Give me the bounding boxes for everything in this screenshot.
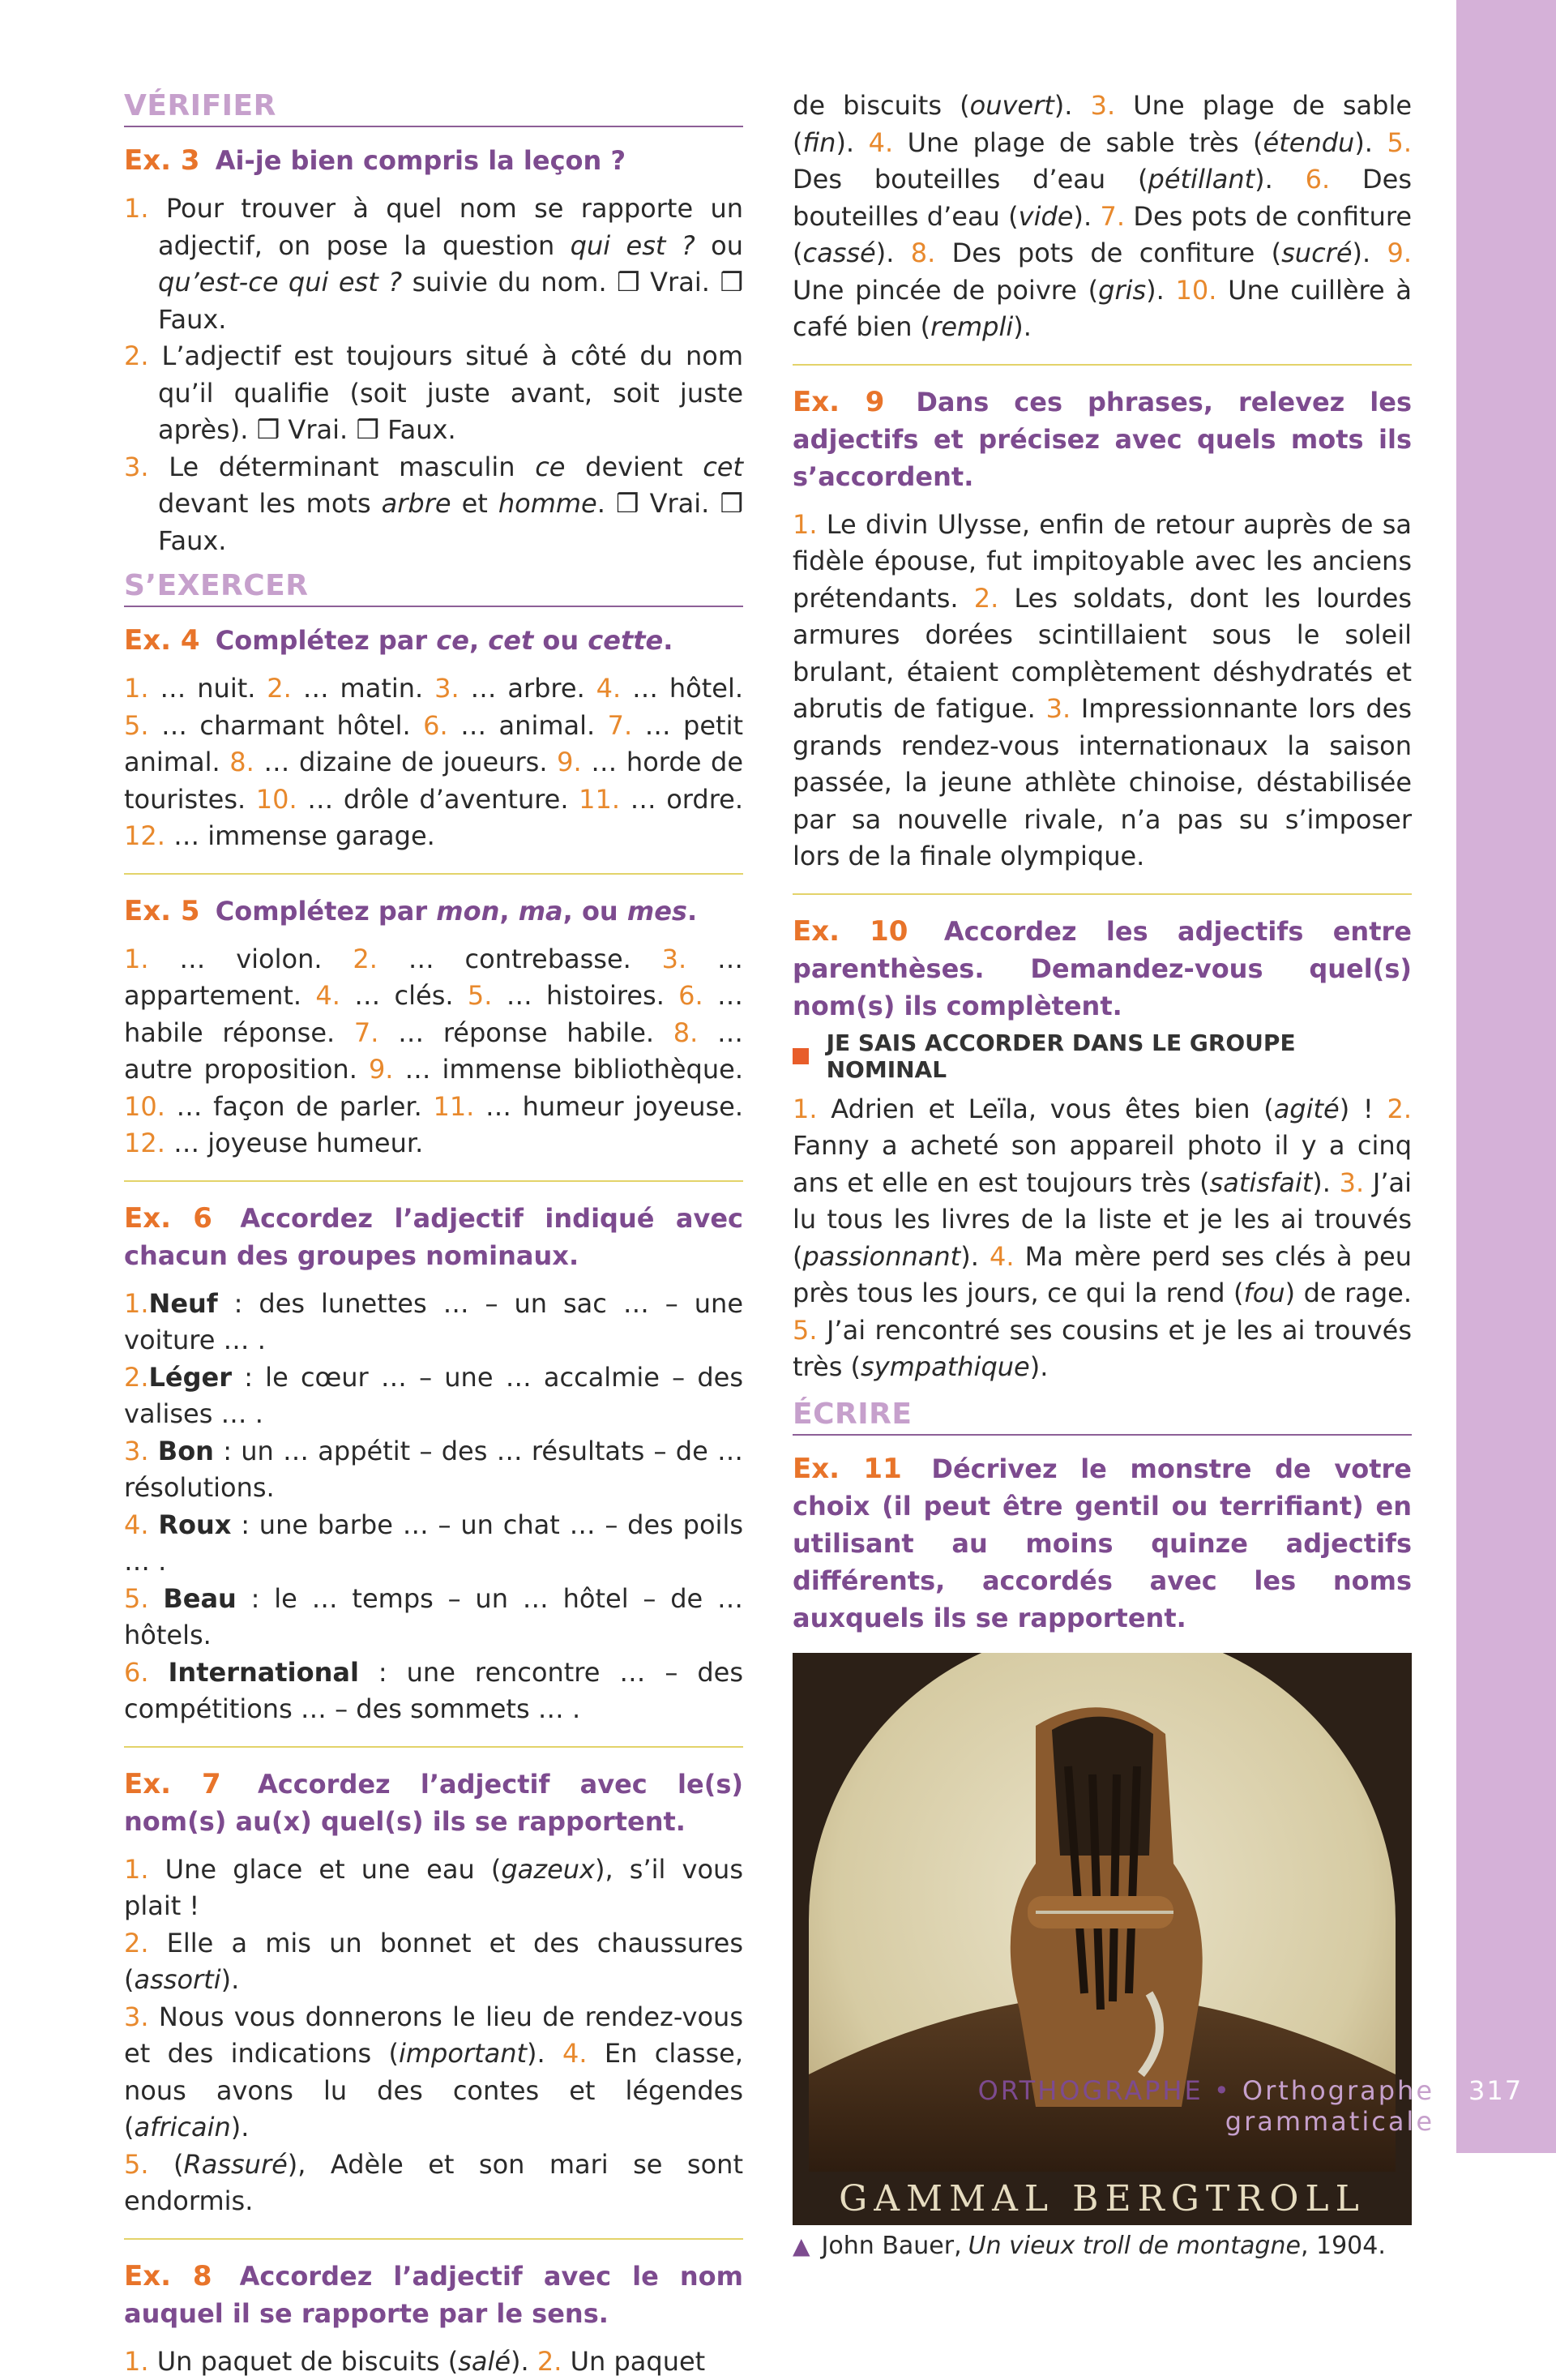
item-number: 3. xyxy=(124,1436,149,1466)
item-keyword: Neuf xyxy=(149,1288,218,1319)
ex4-heading xyxy=(124,622,743,659)
item-text: ). xyxy=(1312,1167,1339,1198)
item-number: 2. xyxy=(537,2346,562,2377)
item-text: ). xyxy=(221,1964,240,1995)
ex8-body-start xyxy=(124,2344,743,2380)
item-number: 8. xyxy=(673,1017,699,1048)
item-text: : un … appétit – des … résultats – de … résolutions. xyxy=(124,1436,743,1504)
footer-subsection: Orthographe grammaticale xyxy=(1225,2075,1434,2137)
item-text: … ordre. xyxy=(620,784,743,815)
item-number: 1. xyxy=(124,1854,149,1885)
item-text: … autre proposition. xyxy=(124,1017,743,1085)
item-number: 7. xyxy=(354,1017,379,1048)
item-italic: sucré xyxy=(1281,238,1352,268)
ex5-body xyxy=(124,941,743,1162)
separator xyxy=(793,893,1412,895)
item-text: ) de rage. xyxy=(1285,1278,1412,1308)
item-italic: passionnant xyxy=(802,1241,960,1272)
ex6-item-6 xyxy=(124,1654,743,1728)
ex4-title-italic: cet xyxy=(488,625,533,656)
item-text: Nous vous donnerons le lieu de rendez-vous et des indications ( xyxy=(124,2001,743,2070)
ex4-title-part: , xyxy=(469,625,488,656)
separator xyxy=(124,2238,743,2240)
ex7-number: Ex. 7 xyxy=(124,1768,221,1800)
item-text: suivie du nom. ❒ Vrai. ❒ Faux. xyxy=(158,267,743,335)
item-text: ). xyxy=(1255,164,1306,195)
item-text: ). xyxy=(231,2112,250,2142)
item-text: ou xyxy=(695,230,743,261)
item-text: … réponse habile. xyxy=(378,1017,673,1048)
ex8-number: Ex. 8 xyxy=(124,2260,212,2292)
item-keyword: International xyxy=(169,1657,359,1688)
item-number: 3. xyxy=(434,673,460,704)
item-text: ). xyxy=(1054,90,1091,121)
item-number: 10. xyxy=(1176,275,1217,306)
item-number: 5. xyxy=(124,710,149,741)
item-keyword: Roux xyxy=(158,1509,231,1540)
item-text: … animal. xyxy=(448,710,608,741)
item-italic: sympathique xyxy=(861,1351,1030,1382)
item-number: 3. xyxy=(1091,90,1116,121)
ex10-body xyxy=(793,1091,1412,1386)
item-number: 3. xyxy=(124,2001,149,2032)
item-italic: qui est ? xyxy=(571,230,695,261)
ex3-title: Ai-je bien compris la leçon ? xyxy=(216,145,626,176)
ex3-heading xyxy=(124,142,743,179)
ex6-item-2 xyxy=(124,1359,743,1433)
ex3-number: Ex. 3 xyxy=(124,144,200,177)
item-text: L’adjectif est toujours situé à côté du nom qu’il qualifie (soit juste avant, soit juste après). ❒ Vrai. ❒ Faux. xyxy=(158,340,743,445)
ex7-heading xyxy=(124,1766,743,1840)
item-text: Fanny a acheté son appareil photo il y a cinq ans et elle en est toujours très ( xyxy=(793,1130,1412,1198)
item-text: Un paquet xyxy=(562,2346,705,2377)
item-text: … appartement. xyxy=(124,944,743,1012)
figure-caption xyxy=(793,2232,1412,2260)
separator xyxy=(124,873,743,875)
left-column xyxy=(124,89,743,2380)
item-italic: gris xyxy=(1098,275,1146,306)
triangle-up-icon: ▲ xyxy=(793,2232,810,2259)
item-text: ). xyxy=(527,2038,562,2069)
item-text: Ma mère perd ses clés à peu près tous les jours, ce qui la rend ( xyxy=(793,1241,1412,1309)
item-number: 8. xyxy=(229,747,254,777)
item-number: 4. xyxy=(315,980,340,1011)
item-number: 7. xyxy=(608,710,633,741)
ex4-title-part: Complétez par xyxy=(216,625,437,656)
item-text: ). xyxy=(1013,311,1032,342)
item-text: Des pots de confiture ( xyxy=(935,238,1281,268)
item-text: ). xyxy=(876,238,911,268)
item-text: de biscuits ( xyxy=(793,90,970,121)
item-text: ). xyxy=(1030,1351,1049,1382)
item-text: ). xyxy=(1146,275,1175,306)
item-text: ). xyxy=(836,127,868,158)
item-text: … nuit. xyxy=(149,673,267,704)
item-text: Une glace et une eau ( xyxy=(149,1854,502,1885)
item-italic: satisfait xyxy=(1210,1167,1313,1198)
item-italic: gazeux xyxy=(501,1854,595,1885)
item-text: ). xyxy=(1353,238,1387,268)
caption-title: Un vieux troll de montagne xyxy=(968,2232,1301,2260)
item-italic: assorti xyxy=(134,1964,220,1995)
footer-bullet: • xyxy=(1203,2075,1242,2106)
separator xyxy=(124,1746,743,1748)
page-number: 317 xyxy=(1468,2075,1523,2106)
item-number: 6. xyxy=(423,710,448,741)
item-text: … joyeuse humeur. xyxy=(165,1128,423,1158)
item-text: … contrebasse. xyxy=(378,944,662,974)
item-italic: arbre xyxy=(382,488,451,519)
item-number: 9. xyxy=(557,747,582,777)
item-number: 5. xyxy=(793,1315,818,1346)
item-number: 10. xyxy=(256,784,297,815)
ex10-title: Accordez les adjectifs entre parenthèses. Demandez-vous quel(s) nom(s) ils complètent. xyxy=(793,916,1412,1021)
item-number: 1. xyxy=(124,673,149,704)
ex6-item-3 xyxy=(124,1433,743,1507)
item-text: : le cœur … – une … accalmie – des valises … . xyxy=(124,1362,743,1430)
ex5-title-part: . xyxy=(687,896,697,927)
item-text: … charmant hôtel. xyxy=(149,710,424,741)
ex3-item-1 xyxy=(124,190,743,338)
item-text: … petit animal. xyxy=(124,710,743,778)
item-number: 5. xyxy=(1387,127,1413,158)
item-text: Une plage de sable très ( xyxy=(893,127,1263,158)
item-number: 4. xyxy=(990,1241,1015,1272)
item-number: 6. xyxy=(678,980,703,1011)
ex5-number: Ex. 5 xyxy=(124,895,200,927)
item-text: … hôtel. xyxy=(621,673,743,704)
item-number: 6. xyxy=(124,1657,149,1688)
ex5-title-italic: ma xyxy=(519,896,563,927)
ex8-title: Accordez l’adjectif avec le nom auquel il se rapporte par le sens. xyxy=(124,2261,743,2329)
item-number: 8. xyxy=(911,238,936,268)
item-italic: salé xyxy=(458,2346,511,2377)
caption-year: , 1904. xyxy=(1301,2232,1386,2260)
item-number: 4. xyxy=(869,127,894,158)
square-bullet-icon xyxy=(793,1048,809,1064)
item-number: 5. xyxy=(124,2149,149,2180)
item-number: 4. xyxy=(124,1509,149,1540)
item-keyword: Beau xyxy=(163,1583,236,1614)
item-number: 3. xyxy=(1340,1167,1365,1198)
ex7-body xyxy=(124,1851,743,2220)
ex5-title-part: Complétez par xyxy=(216,896,437,927)
ex8-body-cont xyxy=(793,88,1412,346)
item-text: et xyxy=(451,488,498,519)
item-text: Pour trouver à quel nom se rapporte un adjectif, on pose la question xyxy=(158,193,743,261)
item-text: Une plage de sable ( xyxy=(793,90,1412,158)
item-text: … histoires. xyxy=(492,980,678,1011)
item-number: 5. xyxy=(468,980,493,1011)
item-text: Une pincée de poivre ( xyxy=(793,275,1098,306)
item-text: … drôle d’aventure. xyxy=(297,784,579,815)
item-text: ). xyxy=(960,1241,990,1272)
item-number: 12. xyxy=(124,1128,165,1158)
item-number: 1. xyxy=(124,1288,149,1319)
item-number: 9. xyxy=(1387,238,1413,268)
item-text: … matin. xyxy=(292,673,434,704)
ex6-heading xyxy=(124,1200,743,1274)
ex3-item-3 xyxy=(124,449,743,560)
ex11-heading xyxy=(793,1450,1412,1637)
item-text: ). xyxy=(1354,127,1387,158)
ex10-number: Ex. 10 xyxy=(793,915,908,948)
section-verifier: VÉRIFIER xyxy=(124,89,743,127)
ex9-body xyxy=(793,507,1412,875)
ex4-body xyxy=(124,670,743,855)
item-number: 5. xyxy=(124,1583,149,1614)
ex9-title: Dans ces phrases, relevez les adjectifs et précisez avec quels mots ils s’accordent. xyxy=(793,387,1412,492)
item-text: . ❒ Vrai. ❒ Faux. xyxy=(158,488,743,556)
item-text: Elle a mis un bonnet et des chaussures ( xyxy=(124,1928,743,1996)
ex11-title: Décrivez le monstre de votre choix (il peut être gentil ou terrifiant) en utilisant au moins quinze adjectifs différents, accordés avec les noms auxquels ils se rapportent. xyxy=(793,1453,1412,1633)
ex5-title-italic: mon xyxy=(436,896,499,927)
item-italic: important xyxy=(399,2038,527,2069)
item-italic: Rassuré xyxy=(183,2149,287,2180)
item-italic: vide xyxy=(1019,201,1074,232)
right-column xyxy=(793,88,1412,2260)
item-number: 1. xyxy=(124,944,149,974)
ex6-list xyxy=(124,1286,743,1728)
item-text: J’ai lu tous les livres de la liste et je les ai trouvés ( xyxy=(793,1167,1412,1272)
item-number: 2. xyxy=(353,944,378,974)
footer-section: ORTHOGRAPHE xyxy=(978,2075,1203,2106)
item-text: Des pots de confiture ( xyxy=(793,201,1412,269)
ex6-title: Accordez l’adjectif indiqué avec chacun des groupes nominaux. xyxy=(124,1203,743,1271)
item-text: devant les mots xyxy=(158,488,382,519)
item-text: ). xyxy=(1073,201,1100,232)
item-number: 4. xyxy=(596,673,622,704)
item-italic: homme xyxy=(498,488,597,519)
ex7-title: Accordez l’adjectif avec le(s) nom(s) au(x) quel(s) ils se rapportent. xyxy=(124,1769,743,1837)
item-number: 2. xyxy=(1387,1094,1412,1124)
ex3-list xyxy=(124,190,743,559)
item-italic: pétillant xyxy=(1148,164,1255,195)
item-italic: fou xyxy=(1244,1278,1285,1308)
separator xyxy=(793,364,1412,366)
item-number: 4. xyxy=(562,2038,588,2069)
item-number: 2. xyxy=(124,1362,149,1393)
ex4-title-italic: cette xyxy=(588,625,663,656)
item-text: ), s’il vous plait ! xyxy=(124,1854,743,1922)
item-text: … dizaine de joueurs. xyxy=(254,747,557,777)
section-ecrire: ÉCRIRE xyxy=(793,1398,1412,1436)
item-number: 2. xyxy=(974,583,999,614)
ex5-title-italic: mes xyxy=(627,896,687,927)
item-text: … violon. xyxy=(149,944,353,974)
item-number: 3. xyxy=(1046,693,1071,724)
item-text: ( xyxy=(149,2149,184,2180)
item-text: Le déterminant masculin xyxy=(169,452,535,482)
troll-illustration xyxy=(793,1653,1412,2225)
item-number: 1. xyxy=(124,2346,149,2377)
separator xyxy=(124,1180,743,1182)
section-sexercer: S’EXERCER xyxy=(124,569,743,607)
item-italic: africain xyxy=(134,2112,230,2142)
item-number: 9. xyxy=(369,1054,394,1085)
ex6-item-1 xyxy=(124,1286,743,1359)
item-text: Des bouteilles d’eau ( xyxy=(793,164,1412,232)
caption-author: John Bauer, xyxy=(822,2232,962,2260)
item-number: 11. xyxy=(579,784,620,815)
ex3-item-2 xyxy=(124,338,743,449)
ex5-title-part: , xyxy=(499,896,518,927)
item-number: 6. xyxy=(1306,164,1331,195)
ex6-item-4 xyxy=(124,1507,743,1581)
ex10-subheading xyxy=(793,1029,1412,1083)
item-text: Une cuillère à café bien ( xyxy=(793,275,1412,343)
item-text: Impressionnante lors des grands rendez-vous internationaux la saison passée, la jeune athlète chinoise, déstabilisée par sa nouvelle rivale, n’a pas su s’imposer lors de la finale olympique. xyxy=(793,693,1412,871)
item-text: … clés. xyxy=(340,980,468,1011)
item-text: ). xyxy=(511,2346,537,2377)
item-text: … horde de touristes. xyxy=(124,747,743,815)
item-number: 2. xyxy=(124,340,149,371)
item-italic: qu’est-ce qui est ? xyxy=(158,267,402,298)
ex10-subheading-text: JE SAIS ACCORDER DANS LE GROUPE NOMINAL xyxy=(827,1029,1412,1083)
item-italic: rempli xyxy=(930,311,1013,342)
item-text: Les soldats, dont les lourdes armures dorées scintillaient sous le soleil brulant, étaient complètement déshydratés et abrutis de fatigue. xyxy=(793,583,1412,725)
item-number: 2. xyxy=(124,1928,149,1958)
ex9-number: Ex. 9 xyxy=(793,386,884,418)
item-text: Le divin Ulysse, enfin de retour auprès de sa fidèle épouse, fut impitoyable avec les anciens prétendants. xyxy=(793,509,1412,614)
item-number: 12. xyxy=(124,820,165,851)
ex8-heading xyxy=(124,2258,743,2332)
ex4-number: Ex. 4 xyxy=(124,624,200,657)
item-number: 1. xyxy=(124,193,149,224)
item-italic: cassé xyxy=(802,238,875,268)
item-number: 7. xyxy=(1100,201,1125,232)
ex5-title-part: , ou xyxy=(563,896,627,927)
ex11-number: Ex. 11 xyxy=(793,1453,902,1485)
troll-painting xyxy=(793,1653,1412,2225)
item-italic: fin xyxy=(802,127,836,158)
item-text: Un paquet de biscuits ( xyxy=(149,2346,459,2377)
item-number: 2. xyxy=(267,673,292,704)
item-text: Adrien et Leïla, vous êtes bien ( xyxy=(818,1094,1274,1124)
item-italic: étendu xyxy=(1263,127,1355,158)
item-number: 3. xyxy=(124,452,149,482)
item-text: : des lunettes … – un sac … – une voiture … . xyxy=(124,1288,743,1356)
item-number: 1. xyxy=(793,1094,818,1124)
item-italic: ce xyxy=(535,452,565,482)
item-text: ) ! xyxy=(1340,1094,1387,1124)
item-text: J’ai rencontré ses cousins et je les ai trouvés très ( xyxy=(793,1315,1412,1383)
item-text: … façon de parler. xyxy=(165,1091,434,1122)
ex4-title-part: . xyxy=(663,625,673,656)
item-italic: ouvert xyxy=(970,90,1054,121)
ex6-number: Ex. 6 xyxy=(124,1202,212,1235)
item-text: devient xyxy=(565,452,703,482)
item-text: : une rencontre … – des compétitions … – des sommets … . xyxy=(124,1657,743,1725)
ex4-title-part: ou xyxy=(533,625,588,656)
ex6-item-5 xyxy=(124,1581,743,1654)
item-text: … arbre. xyxy=(460,673,596,704)
item-text: … habile réponse. xyxy=(124,980,743,1048)
item-number: 1. xyxy=(793,509,818,540)
item-italic: cet xyxy=(703,452,743,482)
item-number: 11. xyxy=(433,1091,474,1122)
page-footer xyxy=(810,2075,1434,2137)
item-text: Des bouteilles d’eau ( xyxy=(793,164,1148,195)
item-text: … humeur joyeuse. xyxy=(474,1091,743,1122)
ex10-heading xyxy=(793,913,1412,1025)
item-text: : une barbe … – un chat … – des poils … . xyxy=(124,1509,743,1577)
item-text: … immense bibliothèque. xyxy=(393,1054,743,1085)
item-italic: agité xyxy=(1274,1094,1340,1124)
item-keyword: Léger xyxy=(149,1362,232,1393)
item-text: En classe, nous avons lu des contes et légendes ( xyxy=(124,2038,743,2142)
painting-inscription: GAMMAL BERGTROLL xyxy=(839,2178,1366,2219)
item-text: ), Adèle et son mari se sont endormis. xyxy=(124,2149,743,2217)
item-text: … immense garage. xyxy=(165,820,435,851)
ex4-title-italic: ce xyxy=(436,625,469,656)
side-band xyxy=(1456,0,1556,2153)
item-number: 3. xyxy=(662,944,687,974)
ex9-heading xyxy=(793,383,1412,495)
item-keyword: Bon xyxy=(158,1436,214,1466)
item-number: 10. xyxy=(124,1091,165,1122)
ex5-heading xyxy=(124,892,743,930)
item-text: : le … temps – un … hôtel – de … hôtels. xyxy=(124,1583,743,1651)
